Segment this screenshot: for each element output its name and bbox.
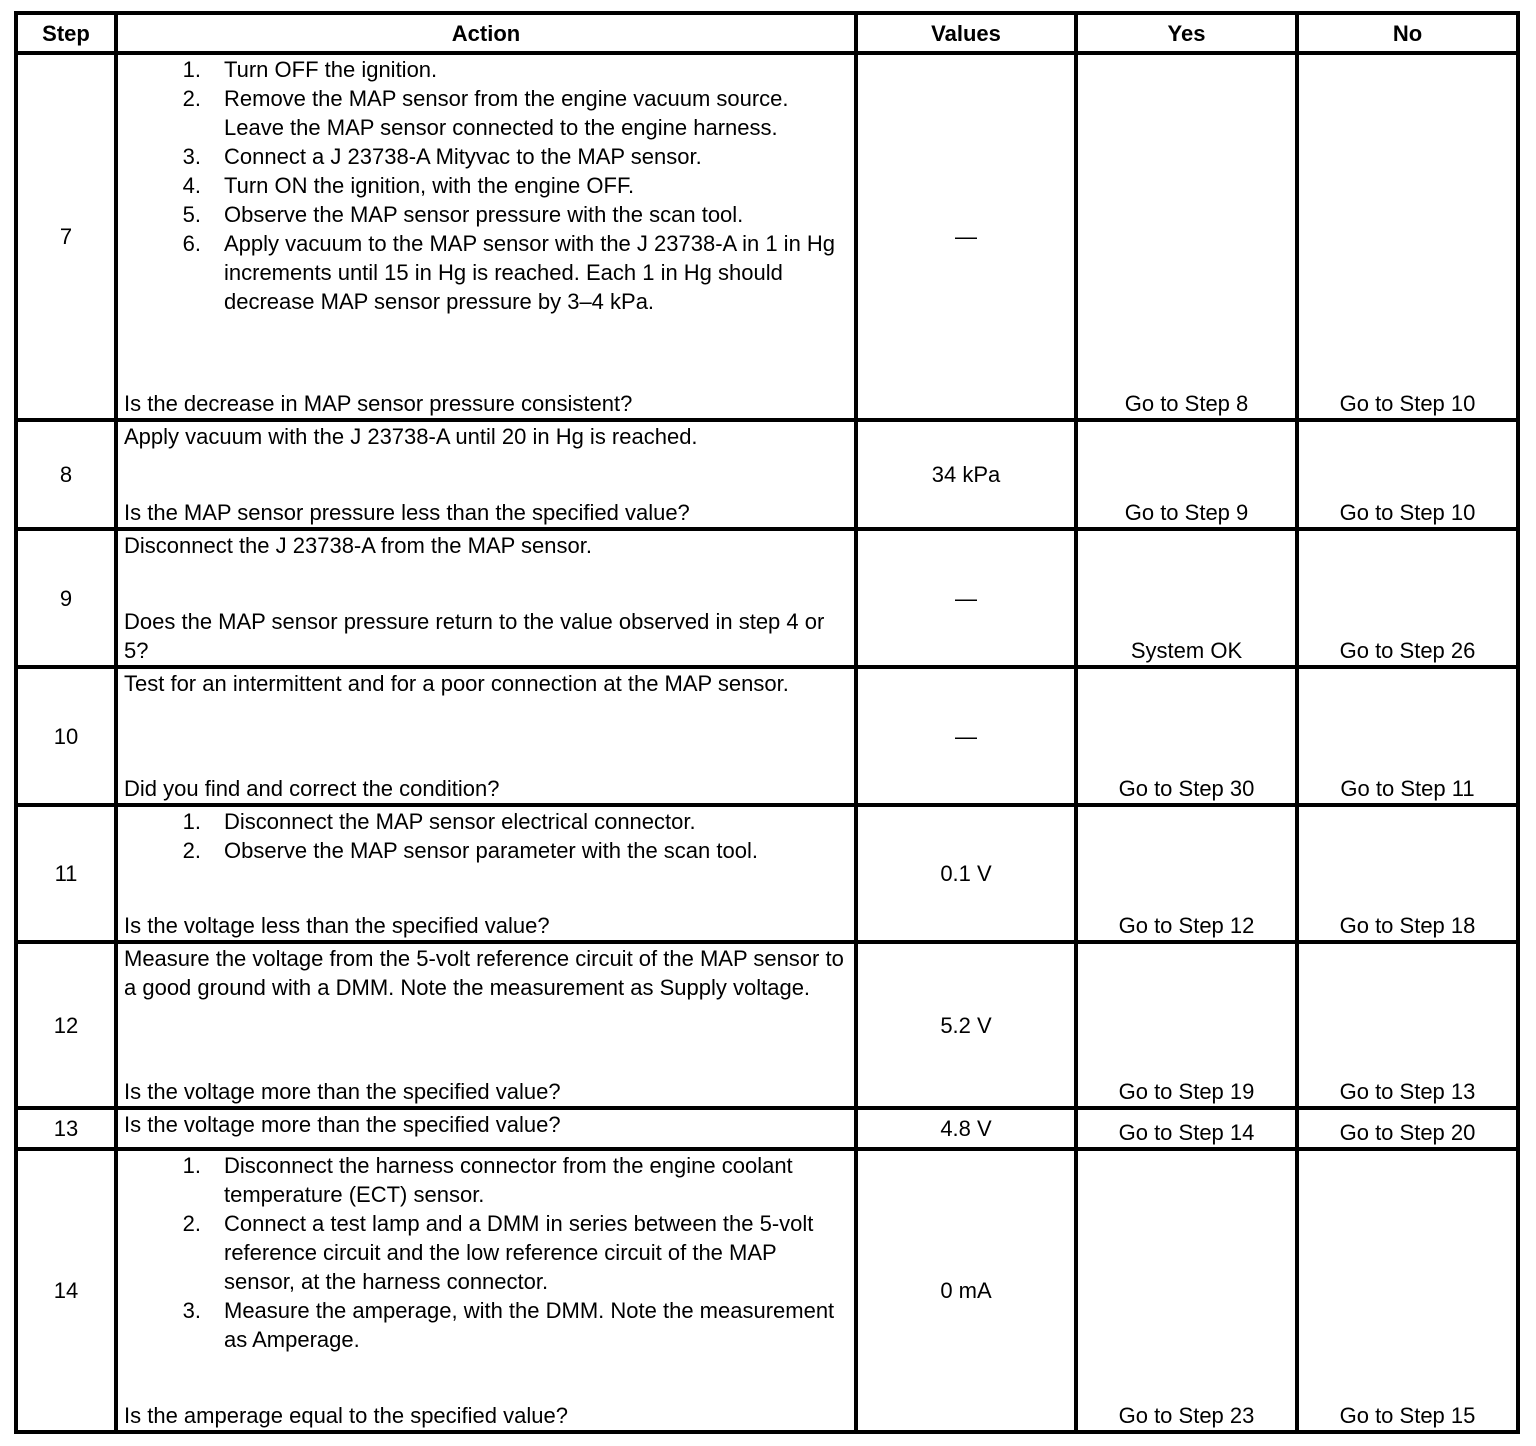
no-result: Go to Step 10: [1297, 53, 1518, 420]
action-text: Apply vacuum with the J 23738-A until 20 in Hg is reached.: [124, 424, 698, 449]
table-row: [16, 805, 1518, 942]
table-row: [16, 420, 1518, 529]
action-content: [124, 807, 848, 940]
no-result: Go to Step 26: [1297, 529, 1518, 667]
spec-value: 0.1 V: [856, 805, 1076, 942]
action-step: [124, 1296, 848, 1354]
step-number: 10: [16, 667, 116, 805]
action-question: Is the voltage less than the specified value?: [124, 913, 550, 938]
yes-result: System OK: [1076, 529, 1297, 667]
header-row: [16, 13, 1518, 53]
action-step-text: Disconnect the harness connector from the engine coolant temperature (ECT) sensor.: [224, 1153, 793, 1207]
action-step-number: 6.: [182, 231, 201, 256]
yes-result: Go to Step 30: [1076, 667, 1297, 805]
action-step-number: 4.: [182, 173, 201, 198]
table-body: [16, 53, 1518, 1432]
action-step-text: Measure the amperage, with the DMM. Note the measurement as Amperage.: [224, 1298, 835, 1352]
action-step: [124, 200, 848, 229]
action-step-text: Turn OFF the ignition.: [224, 57, 438, 82]
action-content: [124, 1110, 848, 1147]
action-step-number: 3.: [182, 144, 201, 169]
table-row: [16, 529, 1518, 667]
header-values: Values: [856, 13, 1076, 53]
action-step: [124, 84, 848, 142]
header-action: Action: [116, 13, 856, 53]
action-content: [124, 55, 848, 418]
step-number: 13: [16, 1108, 116, 1149]
spacer: [124, 698, 848, 774]
spec-value: 34 kPa: [856, 420, 1076, 529]
table-row: [16, 667, 1518, 805]
action-cell: [116, 667, 856, 805]
action-cell: [116, 53, 856, 420]
no-result: Go to Step 15: [1297, 1149, 1518, 1432]
table-row: [16, 1108, 1518, 1149]
action-step: [124, 229, 848, 316]
action-cell: [116, 805, 856, 942]
action-step: [124, 171, 848, 200]
action-step: [124, 142, 848, 171]
action-step-number: 2.: [182, 1211, 201, 1236]
no-result: Go to Step 20: [1297, 1108, 1518, 1149]
action-question: Is the voltage more than the specified value?: [124, 1112, 561, 1137]
action-steps: [124, 55, 848, 316]
action-cell: [116, 1149, 856, 1432]
action-content: [124, 669, 848, 803]
yes-result: Go to Step 23: [1076, 1149, 1297, 1432]
action-question: Is the voltage more than the specified value?: [124, 1079, 561, 1104]
header-no: No: [1297, 13, 1518, 53]
action-step-text: Disconnect the MAP sensor electrical connector.: [224, 809, 696, 834]
spacer: [124, 865, 848, 911]
action-step-number: 1.: [182, 1153, 201, 1178]
no-result: Go to Step 13: [1297, 942, 1518, 1108]
action-step-number: 5.: [182, 202, 201, 227]
action-step-text: Turn ON the ignition, with the engine OFF.: [224, 173, 635, 198]
yes-result: Go to Step 12: [1076, 805, 1297, 942]
spec-value: —: [856, 53, 1076, 420]
action-step-number: 1.: [182, 809, 201, 834]
action-step-text: Observe the MAP sensor parameter with the scan tool.: [224, 838, 758, 863]
header-step: Step: [16, 13, 116, 53]
action-cell: [116, 529, 856, 667]
header-yes: Yes: [1076, 13, 1297, 53]
action-step: [124, 1151, 848, 1209]
action-question: Did you find and correct the condition?: [124, 776, 500, 801]
action-step: [124, 55, 848, 84]
spacer: [124, 1354, 848, 1401]
action-step: [124, 836, 848, 865]
action-step: [124, 1209, 848, 1296]
no-result: Go to Step 10: [1297, 420, 1518, 529]
step-number: 12: [16, 942, 116, 1108]
step-number: 9: [16, 529, 116, 667]
action-step-text: Connect a test lamp and a DMM in series between the 5-volt reference circuit and the low reference circuit of the MAP sensor, at the harness connector.: [224, 1211, 814, 1294]
action-content: [124, 944, 848, 1106]
yes-result: Go to Step 9: [1076, 420, 1297, 529]
spec-value: 5.2 V: [856, 942, 1076, 1108]
spacer: [124, 1002, 848, 1077]
spacer: [124, 316, 848, 389]
action-step-text: Connect a J 23738-A Mityvac to the MAP sensor.: [224, 144, 702, 169]
action-cell: [116, 942, 856, 1108]
no-result: Go to Step 11: [1297, 667, 1518, 805]
spacer: [124, 560, 848, 607]
action-text: Measure the voltage from the 5-volt reference circuit of the MAP sensor to a good ground with a DMM. Note the measurement as Supply voltage.: [124, 946, 844, 1000]
action-step-text: Apply vacuum to the MAP sensor with the J 23738-A in 1 in Hg increments until 15 in Hg is reached. Each 1 in Hg should decrease MAP sensor pressure by 3–4 kPa.: [224, 231, 836, 314]
step-number: 14: [16, 1149, 116, 1432]
action-question: Is the amperage equal to the specified value?: [124, 1403, 568, 1428]
spec-value: —: [856, 529, 1076, 667]
yes-result: Go to Step 19: [1076, 942, 1297, 1108]
action-step-number: 2.: [182, 86, 201, 111]
action-question: Is the MAP sensor pressure less than the specified value?: [124, 500, 690, 525]
action-cell: [116, 1108, 856, 1149]
diagnostic-table: [14, 11, 1520, 1434]
action-steps: [124, 1151, 848, 1354]
yes-result: Go to Step 14: [1076, 1108, 1297, 1149]
step-number: 8: [16, 420, 116, 529]
spacer: [124, 451, 848, 498]
action-content: [124, 422, 848, 527]
action-step-text: Observe the MAP sensor pressure with the scan tool.: [224, 202, 744, 227]
action-cell: [116, 420, 856, 529]
action-step-number: 3.: [182, 1298, 201, 1323]
action-question: Does the MAP sensor pressure return to the value observed in step 4 or 5?: [124, 609, 825, 663]
step-number: 11: [16, 805, 116, 942]
spec-value: 0 mA: [856, 1149, 1076, 1432]
action-text: Test for an intermittent and for a poor connection at the MAP sensor.: [124, 671, 789, 696]
action-step-number: 2.: [182, 838, 201, 863]
table-row: [16, 53, 1518, 420]
table-row: [16, 1149, 1518, 1432]
action-step-text: Remove the MAP sensor from the engine vacuum source. Leave the MAP sensor connected to the engine harness.: [224, 86, 789, 140]
action-content: [124, 531, 848, 665]
step-number: 7: [16, 53, 116, 420]
no-result: Go to Step 18: [1297, 805, 1518, 942]
action-content: [124, 1151, 848, 1430]
action-step-number: 1.: [182, 57, 201, 82]
yes-result: Go to Step 8: [1076, 53, 1297, 420]
spec-value: 4.8 V: [856, 1108, 1076, 1149]
table-row: [16, 942, 1518, 1108]
action-steps: [124, 807, 848, 865]
action-step: [124, 807, 848, 836]
spec-value: —: [856, 667, 1076, 805]
action-question: Is the decrease in MAP sensor pressure consistent?: [124, 391, 633, 416]
action-text: Disconnect the J 23738-A from the MAP sensor.: [124, 533, 592, 558]
